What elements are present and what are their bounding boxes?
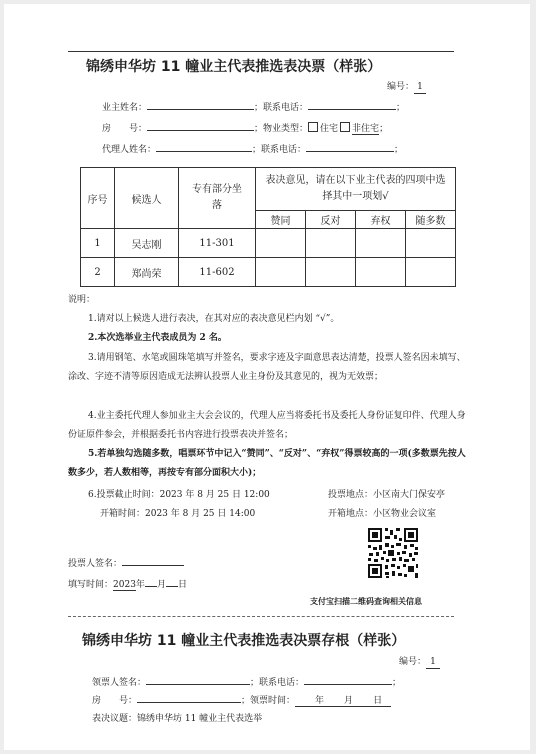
voter-sign-field[interactable] — [122, 555, 184, 566]
vote-cell-abstain[interactable] — [356, 229, 406, 258]
ballot-page — [4, 4, 530, 750]
stub-receiver-row — [92, 674, 401, 688]
agent-row — [102, 141, 403, 155]
fill-day-field[interactable] — [166, 576, 178, 587]
note-5: 5.若单独勾选随多数，唱票环节中记入“赞同”、“反对”、“弃权”得票较高的一项(多数票先按人数多少，若人数相等，再按专有部分面积大小)； — [68, 449, 466, 478]
option-oppose: 反对 — [306, 211, 356, 229]
cut-line — [68, 616, 454, 617]
top-rule — [68, 51, 454, 52]
stub-room-label: 房 号： — [92, 696, 138, 706]
table-row — [81, 258, 456, 287]
voter-sign-row — [68, 555, 184, 569]
note-3: 3.请用钢笔、水笔或圆珠笔填写并签名，要求字迹及字面意思表达清楚，投票人签名因未填写、涂改、字迹不清等原因造成无法辨认投票人业主身份及其意见的，视为无效票； — [68, 353, 466, 382]
non-residential-option: 非住宅 — [352, 124, 380, 134]
fill-time-row — [68, 576, 187, 590]
fill-time-label: 填写时间： — [68, 580, 114, 590]
row-no: 1 — [81, 229, 115, 258]
col-header-no: 序号 — [81, 168, 115, 229]
agent-phone-field[interactable] — [306, 141, 394, 152]
stub-number-label: 编号： — [399, 657, 427, 667]
ballot-number-value: 1 — [414, 82, 426, 94]
room-row-end: ； — [379, 124, 389, 134]
qr-caption: 支付宝扫描二维码查询相关信息 — [310, 597, 422, 606]
table-row — [81, 229, 456, 258]
vote-cell-follow-majority[interactable] — [406, 258, 456, 287]
owner-phone-label: ；联系电话： — [254, 103, 309, 113]
owner-name-row — [102, 99, 405, 113]
stub-month-unit: 月 — [344, 696, 354, 706]
property-type-label: ；物业类型： — [254, 124, 309, 134]
col-header-unit: 专有部分坐落 — [179, 168, 256, 229]
stub-phone-field[interactable] — [304, 674, 392, 685]
room-row — [102, 120, 388, 134]
residential-option: 住宅 — [320, 124, 339, 134]
stub-year-unit: 年 — [315, 696, 325, 706]
residential-checkbox[interactable] — [308, 122, 318, 132]
fill-day-unit: 日 — [177, 580, 187, 590]
stub-receiver-field[interactable] — [146, 674, 250, 685]
ballot-number — [387, 79, 426, 94]
stub-receiver-label: 领票人签名： — [92, 678, 147, 688]
vote-cell-approve[interactable] — [256, 258, 306, 287]
room-field[interactable] — [147, 120, 254, 131]
option-approve: 赞同 — [256, 211, 306, 229]
stub-day-unit: 日 — [373, 696, 383, 706]
owner-row-end: ； — [396, 103, 406, 113]
owner-phone-field[interactable] — [308, 99, 396, 110]
agent-name-field[interactable] — [156, 141, 252, 152]
row-candidate-name: 郑尚荣 — [115, 258, 179, 287]
stub-room-row — [92, 692, 391, 707]
room-label: 房 号： — [102, 124, 148, 134]
ballot-number-label: 编号： — [387, 82, 415, 92]
row-unit: 11-301 — [179, 229, 256, 258]
count-place: 开箱地点：小区物业会议室 — [328, 509, 437, 519]
owner-name-field[interactable] — [147, 99, 254, 110]
count-time: 开箱时间：2023 年 8 月 25 日 14:00 — [100, 509, 256, 519]
vote-cell-oppose[interactable] — [306, 229, 356, 258]
vote-table — [80, 167, 456, 287]
row-no: 2 — [81, 258, 115, 287]
stub-phone-label: ；联系电话： — [250, 678, 305, 688]
stub-topic: 表决议题：锦绣申华坊 11 幢业主代表选举 — [92, 714, 263, 724]
notes-title: 说明： — [68, 295, 96, 305]
vote-deadline: 6.投票截止时间：2023 年 8 月 25 日 12:00 — [88, 490, 270, 500]
fill-month-unit: 月 — [156, 580, 166, 590]
option-follow-majority: 随多数 — [406, 211, 456, 229]
owner-name-label: 业主姓名： — [102, 103, 148, 113]
note-4: 4.业主委托代理人参加业主大会会议的，代理人应当将委托书及委托人身份证复印件、代理人身份证原件参会，并根据委托书内容进行投票表决并签名； — [68, 411, 466, 440]
stub-title: 锦绣申华坊 11 幢业主代表推选表决票存根（样张） — [82, 633, 406, 649]
fill-year: 2023 — [113, 580, 136, 590]
row-unit: 11-602 — [179, 258, 256, 287]
stub-receive-time-field[interactable] — [295, 693, 391, 707]
row-candidate-name: 吴志刚 — [115, 229, 179, 258]
stub-number — [399, 654, 440, 669]
vote-place: 投票地点：小区南大门保安亭 — [328, 490, 446, 500]
agent-phone-label: ；联系电话： — [252, 145, 307, 155]
fill-month-field[interactable] — [145, 576, 157, 587]
col-header-candidate: 候选人 — [115, 168, 179, 229]
agent-row-end: ； — [394, 145, 404, 155]
non-residential-checkbox[interactable] — [340, 122, 350, 132]
stub-room-field[interactable] — [137, 692, 241, 703]
table-header-row — [81, 168, 456, 211]
fill-year-unit: 年 — [135, 580, 145, 590]
stub-number-value: 1 — [426, 657, 440, 669]
stub-receive-time-label: ；领票时间： — [241, 696, 296, 706]
ballot-title: 锦绣申华坊 11 幢业主代表推选表决票（样张） — [86, 59, 382, 75]
stub-row-end: ； — [392, 678, 402, 688]
vote-cell-follow-majority[interactable] — [406, 229, 456, 258]
vote-cell-oppose[interactable] — [306, 258, 356, 287]
note-2: 2.本次选举业主代表成员为 2 名。 — [88, 333, 227, 343]
option-abstain: 弃权 — [356, 211, 406, 229]
vote-cell-abstain[interactable] — [356, 258, 406, 287]
note-1: 1.请对以上候选人进行表决，在其对应的表决意见栏内划 “√”。 — [88, 314, 340, 324]
agent-name-label: 代理人姓名： — [102, 145, 157, 155]
vote-cell-approve[interactable] — [256, 229, 306, 258]
qr-code — [366, 526, 420, 580]
col-header-opinion: 表决意见，请在以下业主代表的四项中选择其中一项划√ — [256, 168, 456, 211]
voter-sign-label: 投票人签名： — [68, 559, 123, 569]
